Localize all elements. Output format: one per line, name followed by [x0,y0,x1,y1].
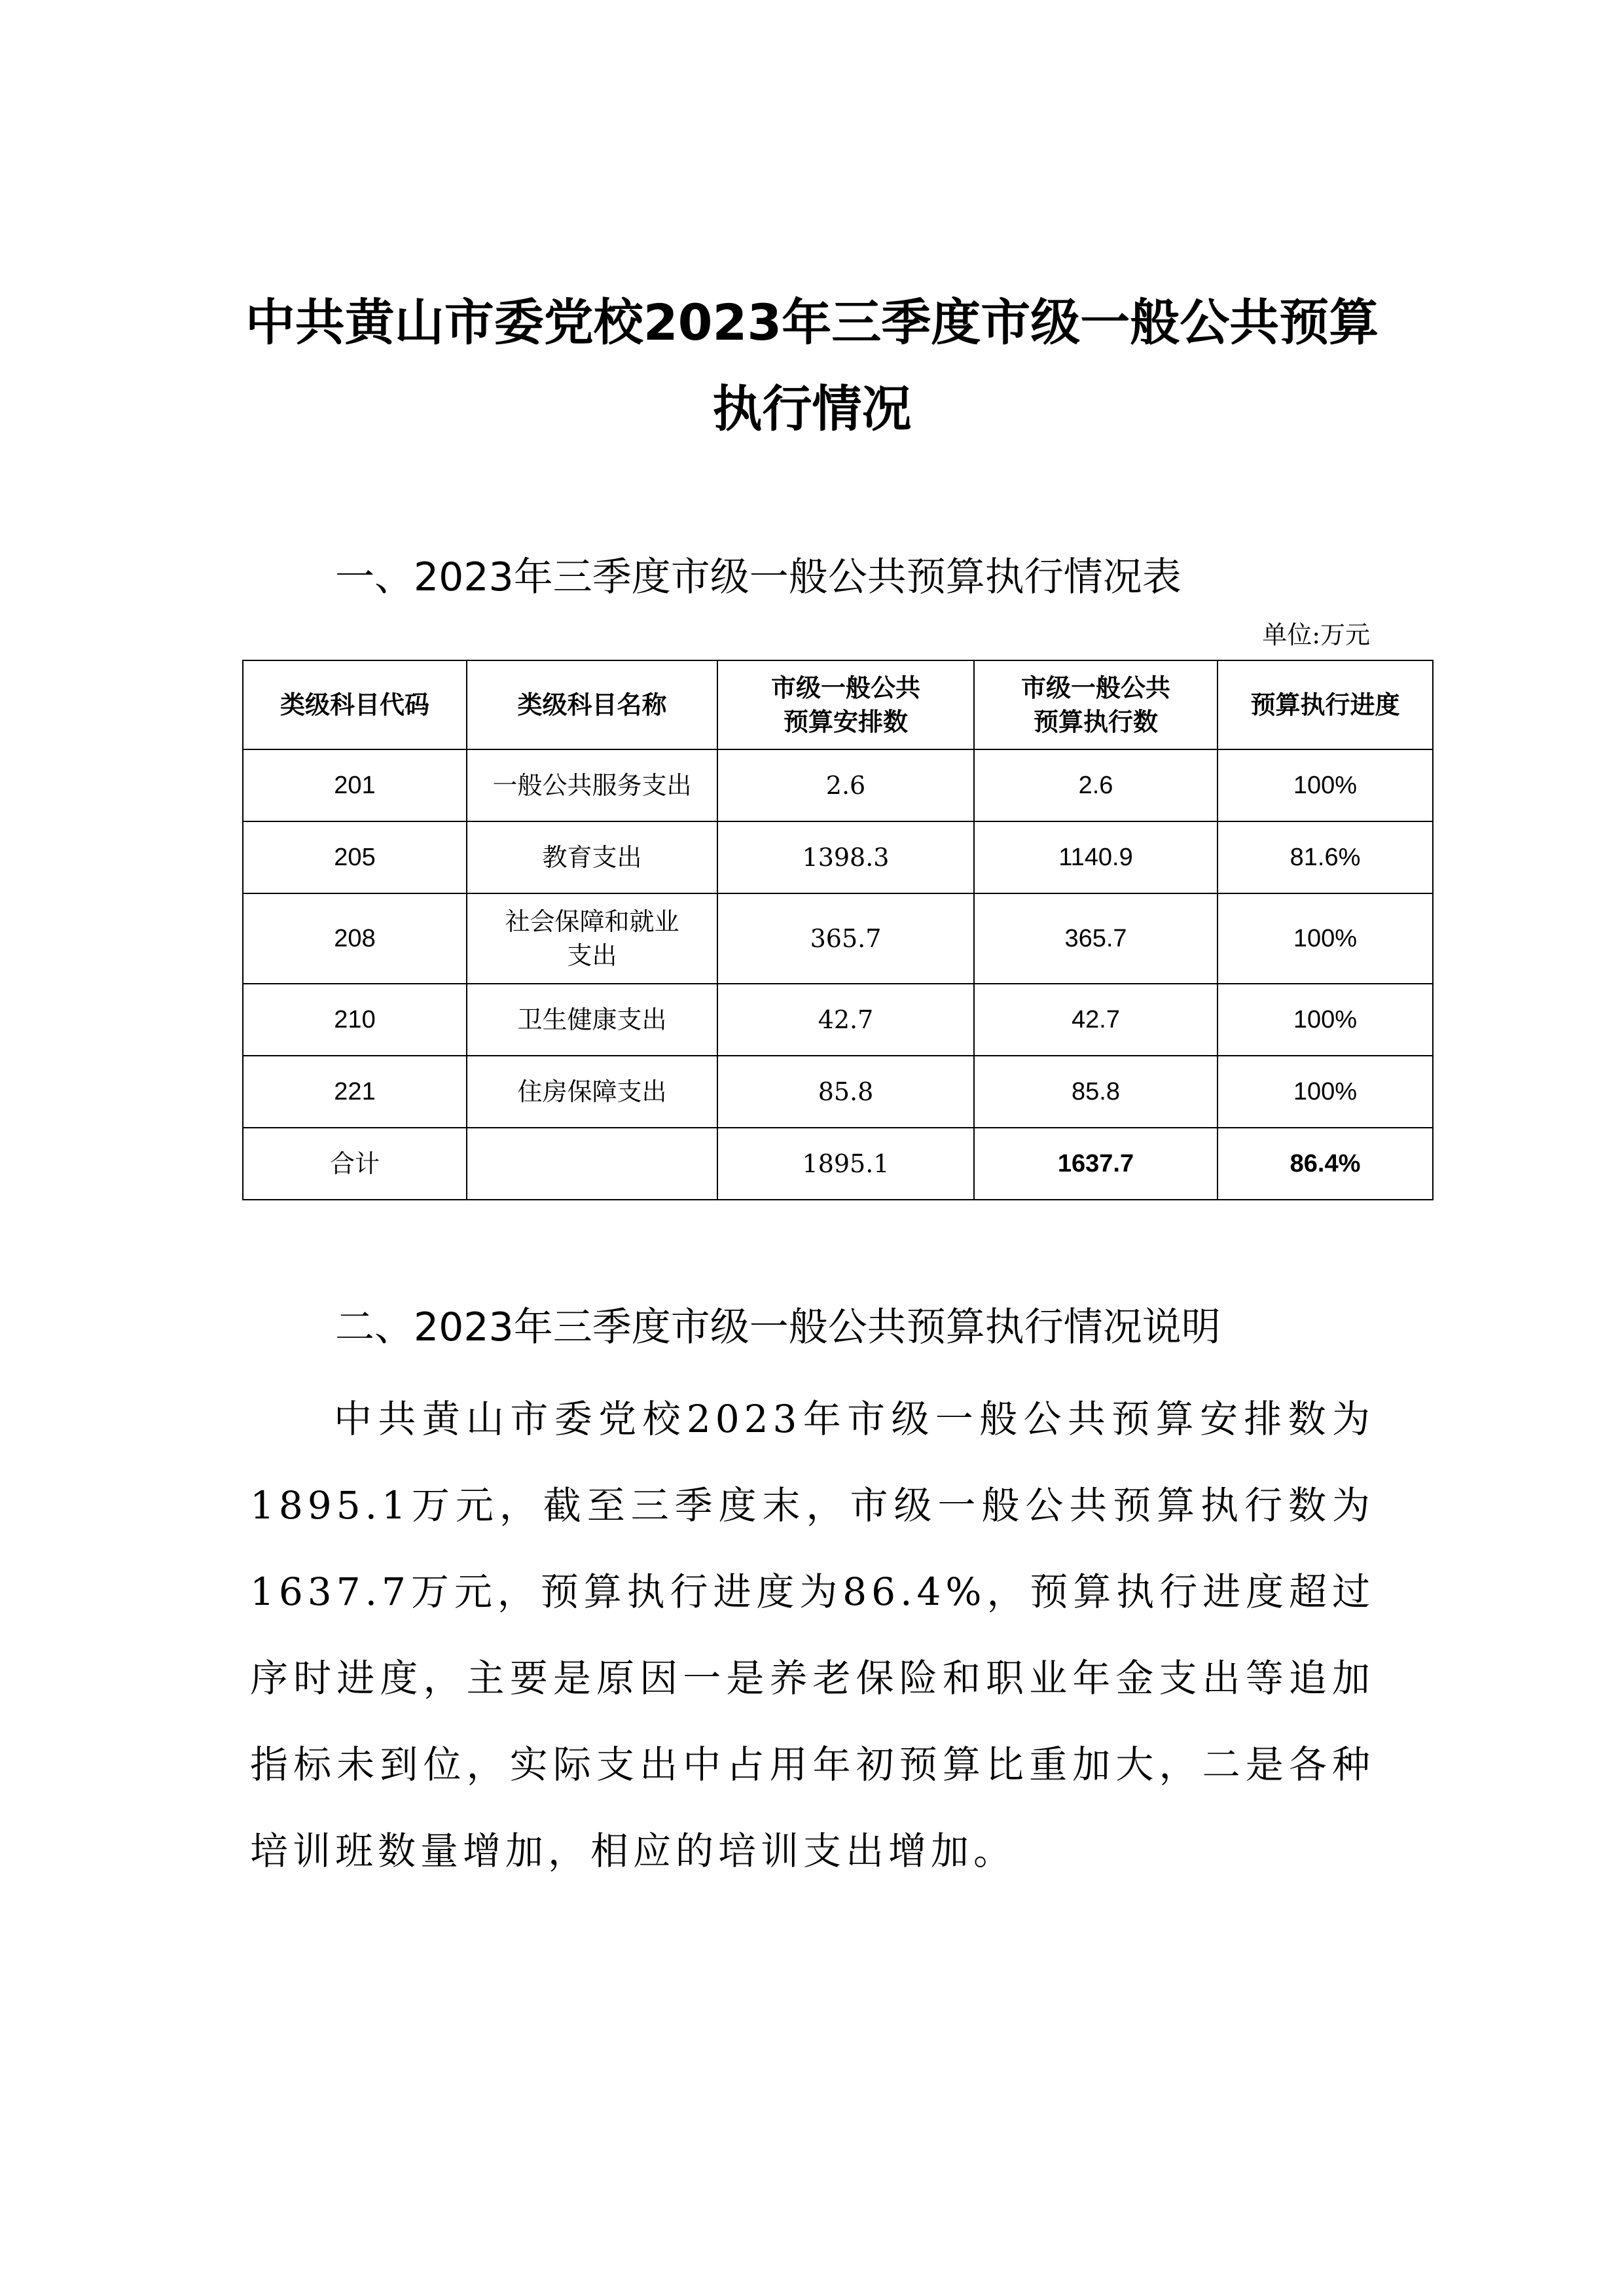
cell-name: 住房保障支出 [467,1056,717,1128]
section-2-heading: 二、2023年三季度市级一般公共预算执行情况说明 [335,1304,1221,1350]
cell-exec: 42.7 [974,984,1218,1056]
cell-progress: 100% [1218,893,1433,984]
explanation-paragraph: 中共黄山市委党校2023年市级一般公共预算安排数为1895.1万元，截至三季度末，市级一般公共预算执行数为1637.7万元，预算执行进度为86.4%，预算执行进度超过序时进度，主要是原因一是养老保险和职业年金支出等追加指标未到位，实际支出中占用年初预算比重加大，二是各种培训班数量增加，相应的培训支出增加。 [250,1397,1375,1873]
cell-plan: 85.8 [717,1056,974,1128]
header-plan [717,660,974,749]
unit-label: 单位:万元 [1262,620,1370,649]
header-exec-line-1: 市级一般公共 [1020,673,1170,702]
cell-plan: 42.7 [717,984,974,1056]
cell-plan: 2.6 [717,749,974,821]
cell-exec: 1140.9 [974,821,1218,893]
cell-plan: 1398.3 [717,821,974,893]
header-plan-line-1: 市级一般公共 [770,673,920,702]
header-name: 类级科目名称 [467,660,717,749]
cell-code: 208 [243,893,467,984]
cell-progress: 100% [1218,749,1433,821]
section-1-heading: 一、2023年三季度市级一般公共预算执行情况表 [335,554,1182,600]
cell-code: 205 [243,821,467,893]
document-title-line-1: 中共黄山市委党校2023年三季度市级一般公共预算 [245,293,1379,351]
cell-name: 教育支出 [467,821,717,893]
header-plan-line-2: 预算安排数 [783,708,908,736]
table-total-row [243,1128,1433,1200]
budget-execution-table [242,660,1434,1200]
header-progress: 预算执行进度 [1218,660,1433,749]
cell-name: 社会保障和就业支出 [467,893,717,984]
cell-exec: 2.6 [974,749,1218,821]
cell-exec: 365.7 [974,893,1218,984]
cell-progress: 81.6% [1218,821,1433,893]
total-plan: 1895.1 [717,1128,974,1200]
cell-progress: 100% [1218,984,1433,1056]
cell-progress: 100% [1218,1056,1433,1128]
table-row [243,749,1433,821]
total-label: 合计 [243,1128,467,1200]
cell-code: 210 [243,984,467,1056]
cell-name: 一般公共服务支出 [467,749,717,821]
table-header-row [243,660,1433,749]
header-exec-line-2: 预算执行数 [1033,708,1158,736]
table-row [243,1056,1433,1128]
cell-plan: 365.7 [717,893,974,984]
table-row [243,821,1433,893]
header-exec [974,660,1218,749]
table-row [243,893,1433,984]
total-name [467,1128,717,1200]
total-progress: 86.4% [1218,1128,1433,1200]
cell-exec: 85.8 [974,1056,1218,1128]
header-code: 类级科目代码 [243,660,467,749]
cell-code: 221 [243,1056,467,1128]
document-title-line-2: 执行情况 [712,380,912,438]
total-exec: 1637.7 [974,1128,1218,1200]
table-row [243,984,1433,1056]
cell-name: 卫生健康支出 [467,984,717,1056]
cell-code: 201 [243,749,467,821]
